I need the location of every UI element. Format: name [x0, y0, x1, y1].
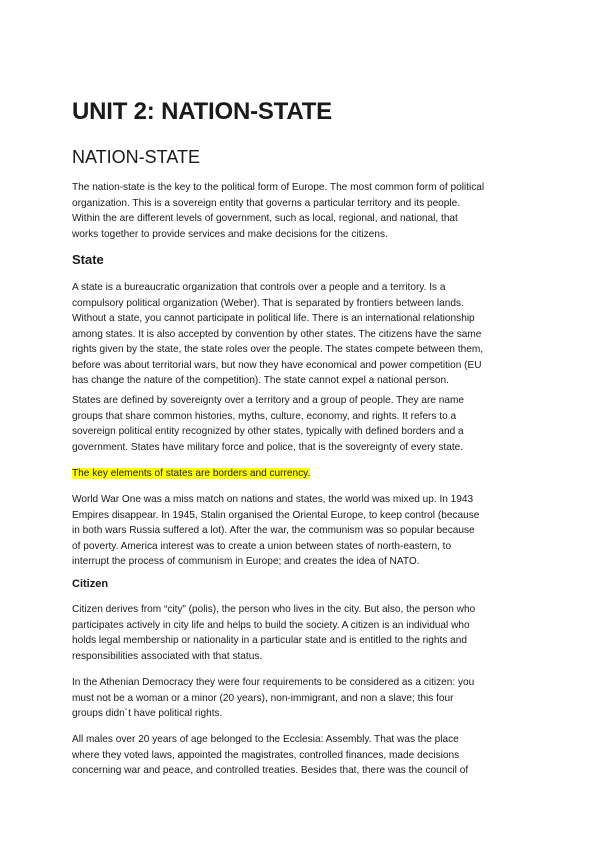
text-line: Empires disappear. In 1945, Stalin organised the Oriental Europe, to keep control (because [72, 509, 480, 521]
section-heading-nation-state: NATION-STATE [72, 147, 200, 167]
text-line: sovereign political entity recognized by other states, typically with defined borders and a [72, 426, 464, 437]
text-line: groups that share common histories, myths, culture, economy, and rights. It refers to a [72, 410, 457, 422]
unit-title: UNIT 2: NATION-STATE [72, 98, 332, 125]
text-line: concerning war and peace, and controlled treaties. Besides that, there was the council of [72, 765, 469, 776]
text-line: holds legal membership or nationality in a particular state and is entitled to the rights and [72, 635, 468, 646]
text-line: All males over 20 years of age belonged to the Ecclesia: Assembly. That was the place [72, 734, 459, 745]
text-line: must not be a woman or a minor (20 years), non-immigrant, and non a slave; this four [72, 692, 454, 704]
intro-paragraph [72, 180, 532, 242]
citizen-heading: Citizen [72, 578, 109, 590]
text-line: rights given by the state, the state roles over the people. The states compete between them, [72, 344, 484, 355]
text-line: of poverty. America interest was to create a union between states of north-eastern, to [72, 540, 452, 552]
state-paragraph-1 [72, 280, 532, 389]
citizen-paragraph-2 [72, 675, 532, 722]
text-line: government. States have military force and police, that is the sovereignty of every state. [72, 441, 464, 453]
text-line: The nation-state is the key to the political form of Europe. The most common form of political [72, 182, 485, 193]
state-heading: State [72, 252, 104, 267]
text-line: in both wars Russia suffered a lot). After the war, the communism was so popular because [72, 525, 475, 536]
text-line: compulsory political organization (Weber). That is separated by frontiers between lands. [72, 297, 464, 309]
text-line: A state is a bureaucratic organization that controls over a people and a territory. Is a [72, 282, 446, 293]
text-line: interrupt the process of communism in Europe; and creates the idea of NATO. [72, 556, 420, 567]
text-line: works together to provide services and make decisions for the citizens. [72, 228, 388, 240]
state-paragraph-2 [72, 393, 532, 455]
text-line: has change the nature of the competition). The state cannot expel a national person. [72, 375, 449, 386]
text-line: States are defined by sovereignty over a territory and a group of people. They are name [72, 395, 465, 406]
text-line: among states. It is also accepted by convention by other states. The citizens have the same [72, 328, 482, 340]
text-line: Without a state, you cannot participate in political life. There is an international relationship [72, 313, 475, 324]
text-line: before was about territorial wars, but now they have economical and power competition (EU [72, 359, 482, 371]
citizen-paragraph-3 [72, 732, 532, 779]
highlighted-text: The key elements of states are borders and currency. [72, 468, 311, 479]
text-line: In the Athenian Democracy they were four requirements to be considered as a citizen: you [72, 677, 475, 688]
highlight-paragraph [72, 466, 532, 482]
text-line: World War One was a miss match on nations and states, the world was mixed up. In 1943 [72, 494, 474, 505]
text-line: participates actively in city life and helps to build the society. A citizen is an individual who [72, 619, 470, 631]
text-line: Within the are different levels of government, such as local, regional, and national, that [72, 213, 458, 224]
text-line: organization. This is a sovereign entity that governs a particular territory and its people. [72, 197, 461, 209]
text-line: responsibilities associated with that status. [72, 650, 263, 662]
citizen-paragraph-1 [72, 602, 532, 664]
state-paragraph-3 [72, 492, 532, 570]
text-line: where they voted laws, appointed the magistrates, controlled finances, made decisions [72, 749, 460, 761]
text-line: Citizen derives from “city” (polis), the person who lives in the city. But also, the person who [72, 604, 476, 615]
text-line: groups didn´t have political rights. [72, 708, 223, 719]
